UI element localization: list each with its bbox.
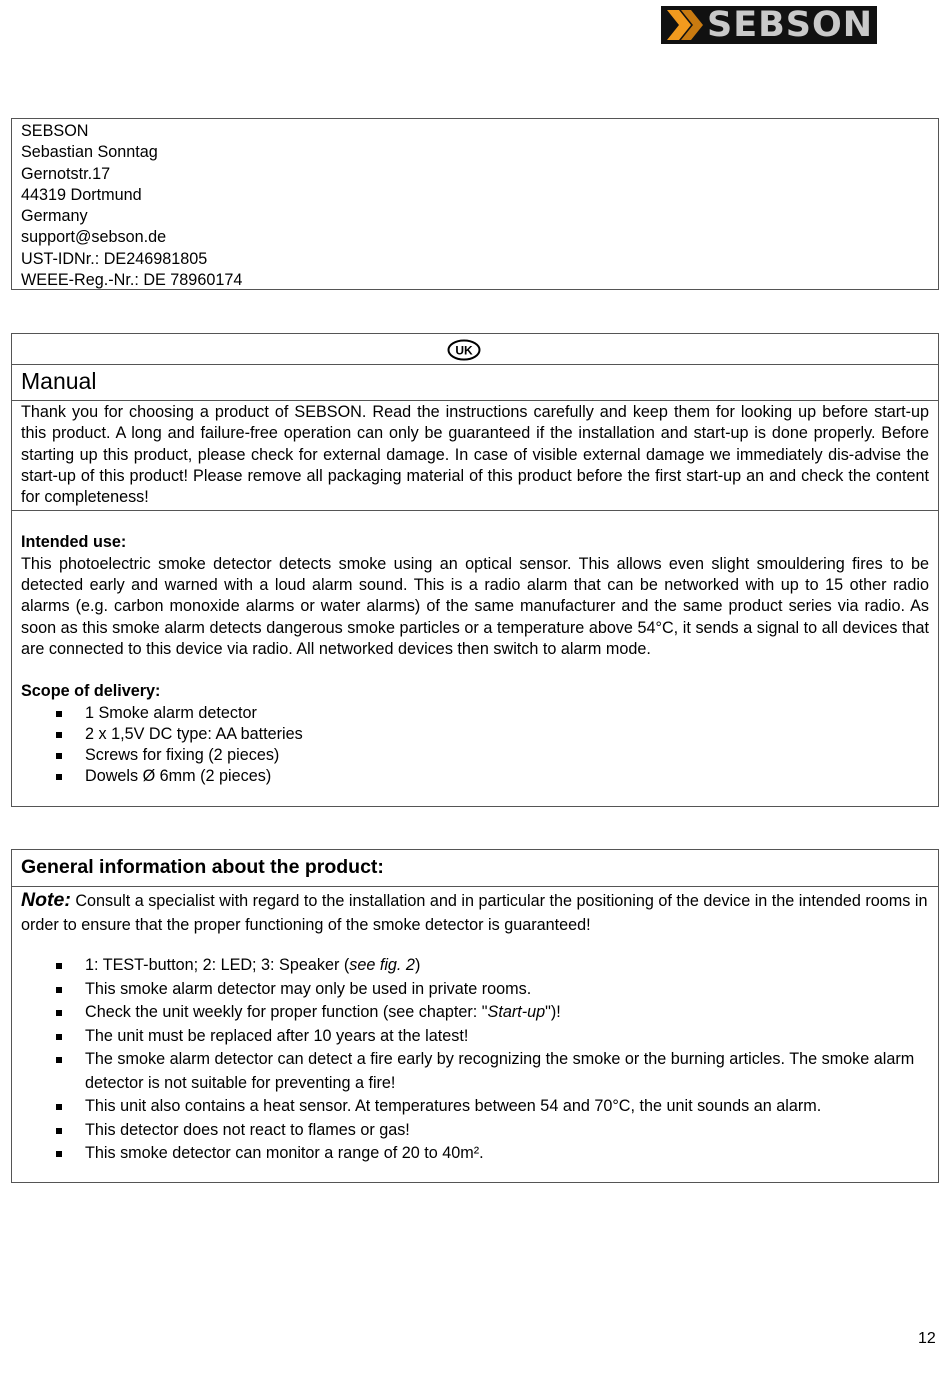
note-text: Consult a specialist with regard to the installation and in particular the positioning of the device in the intended rooms in order to ensure that the proper functioning of the smoke detector is guaranteed! xyxy=(21,892,928,934)
address-line: Sebastian Sonntag xyxy=(21,143,158,162)
address-line: Germany xyxy=(21,207,88,226)
general-info-box xyxy=(11,849,939,1183)
scope-list xyxy=(21,703,929,788)
address-email: support@sebson.de xyxy=(21,228,167,247)
manual-title: Manual xyxy=(21,368,97,394)
manual-title-row xyxy=(12,364,938,400)
list-item: 1 Smoke alarm detector xyxy=(21,703,929,724)
logo-text: SEBSON xyxy=(707,6,874,44)
intro-paragraph: Thank you for choosing a product of SEBSON. Read the instructions carefully and keep them for looking up before start-up this product. A long and failure-free operation can only be guaranteed if the installation and start-up is done properly. Before starting up this product, please check for external damage. In case of visible external damage we immediately dis-advise the start-up of this product! Please remove all packaging material of this product before the first start-up an and check the content for completeness! xyxy=(12,400,938,510)
list-item: This smoke alarm detector may only be used in private rooms. xyxy=(21,978,929,1002)
general-title-row xyxy=(12,850,938,886)
address-line: 44319 Dortmund xyxy=(21,185,142,204)
list-item: This unit also contains a heat sensor. At temperatures between 54 and 70°C, the unit sounds an alarm. xyxy=(21,1095,929,1119)
list-item: Dowels Ø 6mm (2 pieces) xyxy=(21,766,929,787)
page-number: 12 xyxy=(918,1330,936,1347)
intended-use-section xyxy=(12,510,938,789)
list-item: The smoke alarm detector can detect a fire early by recognizing the smoke or the burning articles. The smoke alarm detector is not suitable for preventing a fire! xyxy=(21,1048,929,1095)
manual-box xyxy=(11,333,939,807)
note-label: Note: xyxy=(21,889,71,911)
list-item: The unit must be replaced after 10 years at the latest! xyxy=(21,1025,929,1049)
sebson-logo xyxy=(661,6,877,44)
intended-use-heading: Intended use: xyxy=(21,533,127,552)
intended-use-text: This photoelectric smoke detector detects smoke using an optical sensor. This allows even slight smouldering fires to be detected early and warned with a loud alarm sound. This is a radio alarm that can be networked with up to 15 other radio alarms (e.g. carbon monoxide alarms or water alarms) of the same manufacturer and the same product series via radio. As soon as this smoke alarm detects dangerous smoke particles or a temperature above 54°C, it sends a signal to all devices that are connected to this device via radio. All networked devices then switch to alarm mode. xyxy=(21,554,929,658)
uk-language-badge xyxy=(447,339,481,361)
address-line: SEBSON xyxy=(21,122,89,140)
list-item: 1: TEST-button; 2: LED; 3: Speaker (see fig. 2) xyxy=(21,954,929,978)
badge-row xyxy=(12,334,938,364)
address-lines xyxy=(12,119,938,291)
list-item: Screws for fixing (2 pieces) xyxy=(21,745,929,766)
list-item: This detector does not react to flames or gas! xyxy=(21,1119,929,1143)
address-line: WEEE-Reg.-Nr.: DE 78960174 xyxy=(21,271,243,290)
uk-badge-text: UK xyxy=(455,343,473,358)
list-item: This smoke detector can monitor a range of 20 to 40m². xyxy=(21,1142,929,1166)
chevron-logo-icon xyxy=(661,6,709,44)
address-line: Gernotstr.17 xyxy=(21,164,111,183)
general-content xyxy=(12,886,938,1166)
list-item: Check the unit weekly for proper function (see chapter: "Start-up")! xyxy=(21,1001,929,1025)
chapter-reference: Start-up xyxy=(487,1003,546,1021)
general-title: General information about the product: xyxy=(21,856,384,878)
address-box xyxy=(11,118,939,290)
note-paragraph xyxy=(21,888,929,937)
general-list xyxy=(21,954,929,1166)
scope-heading: Scope of delivery: xyxy=(21,682,161,701)
address-line: UST-IDNr.: DE246981805 xyxy=(21,249,208,268)
figure-reference: see fig. 2 xyxy=(349,956,415,974)
list-item: 2 x 1,5V DC type: AA batteries xyxy=(21,724,929,745)
